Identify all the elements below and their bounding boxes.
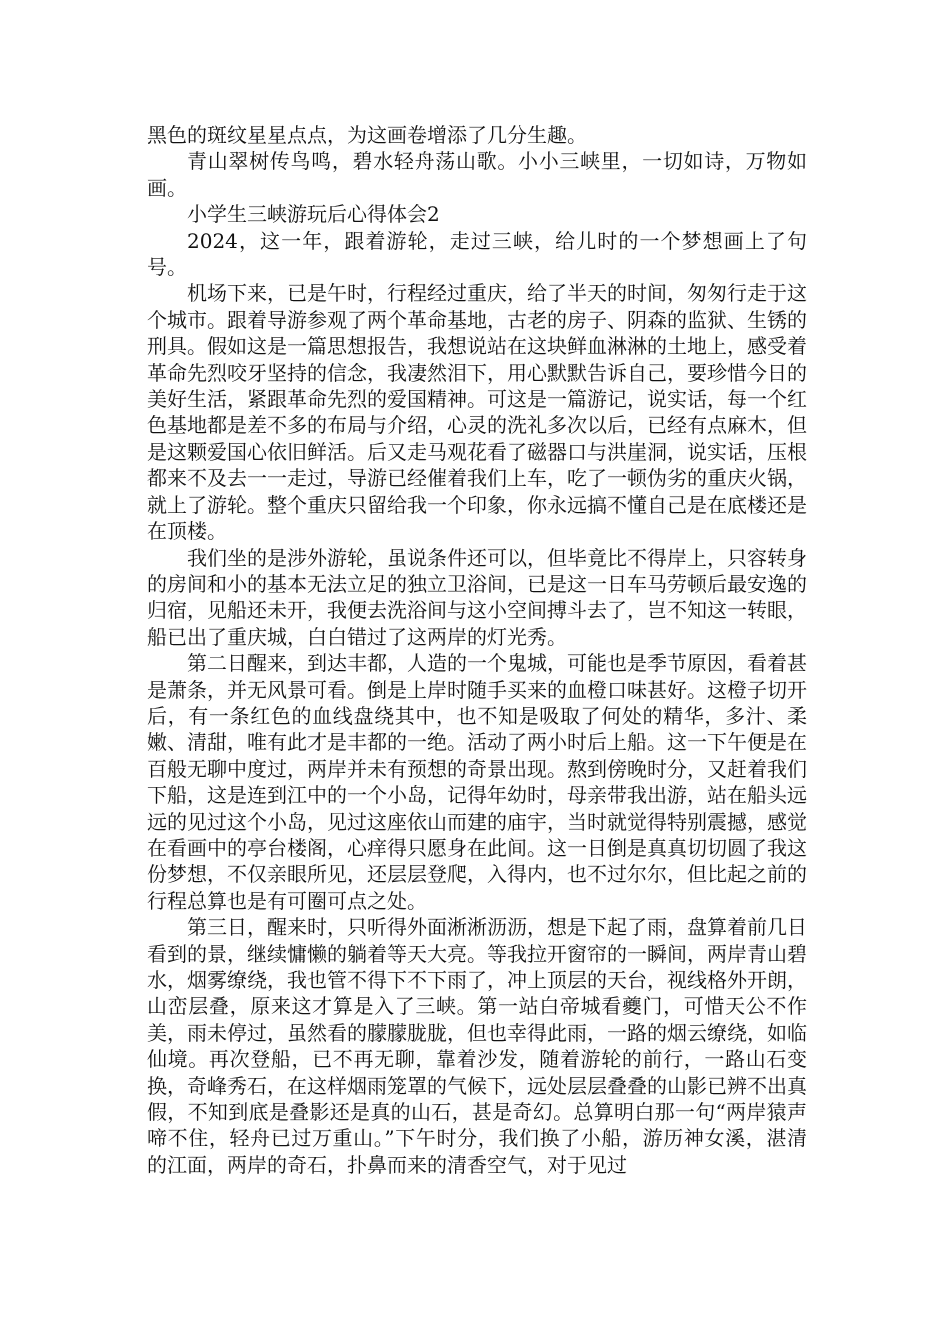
paragraph-6: 第二日醒来，到达丰都，人造的一个鬼城，可能也是季节原因，看着甚是萧条，并无风景可看。倒是上岸时随手买来的血橙口味甚好。这橙子切开后，有一条红色的血线盘绕其中，也不知是吸取了何处的精华，多汁、柔嫩、清甜，唯有此才是丰都的一绝。活动了两小时后上船。这一下午便是在百般无聊中度过，两岸并未有预想的奇景出现。熬到傍晚时分，又赶着我们下船，这是连到江中的一个小岛，记得年幼时，母亲带我出游，站在船头远远的见过这个小岛，见过这座依山而建的庙宇，当时就觉得特别震撼，感觉在看画中的亭台楼阁，心痒得只愿身在此间。这一日倒是真真切切圆了我这份梦想，不仅亲眼所见，还层层登爬，入得内，也不过尔尔，但比起之前的行程总算也是有可圈可点之处。 bbox=[147, 651, 807, 913]
document-body bbox=[147, 122, 807, 1178]
paragraph-3: 2024，这一年，跟着游轮，走过三峡，给儿时的一个梦想画上了句号。 bbox=[147, 228, 807, 280]
paragraph-5: 我们坐的是涉外游轮，虽说条件还可以，但毕竟比不得岸上，只容转身的房间和小的基本无法立足的独立卫浴间，已是这一日车马劳顿后最安逸的归宿，见船还未开，我便去洗浴间与这小空间搏斗去了，岂不知这一转眼，船已出了重庆城，白白错过了这两岸的灯光秀。 bbox=[147, 545, 807, 649]
paragraph-4: 机场下来，已是午时，行程经过重庆，给了半天的时间，匆匆行走于这个城市。跟着导游参观了两个革命基地，古老的房子、阴森的监狱、生锈的刑具。假如这是一篇思想报告，我想说站在这块鲜血淋淋的土地上，感受着革命先烈咬牙坚持的信念，我凄然泪下，用心默默告诉自己，要珍惜今日的美好生活，紧跟革命先烈的爱国精神。可这是一篇游记，说实话，每一个红色基地都是差不多的布局与介绍，心灵的洗礼多次以后，已经有点麻木，但是这颗爱国心依旧鲜活。后又走马观花看了磁器口与洪崖洞，说实话，压根都来不及去一一走过，导游已经催着我们上车，吃了一顿伪劣的重庆火锅，就上了游轮。整个重庆只留给我一个印象，你永远搞不懂自己是在底楼还是在顶楼。 bbox=[147, 281, 807, 544]
paragraph-1: 黑色的斑纹星星点点，为这画卷增添了几分生趣。 bbox=[147, 123, 587, 147]
paragraph-7: 第三日，醒来时，只听得外面淅淅沥沥，想是下起了雨，盘算着前几日看到的景，继续慵懒的躺着等天大亮。等我拉开窗帘的一瞬间，两岸青山碧水，烟雾缭绕，我也管不得下不下雨了，冲上顶层的天台，视线格外开朗，山峦层叠，原来这才算是入了三峡。第一站白帝城看夔门，可惜天公不作美，雨未停过，虽然看的朦朦胧胧，但也幸得此雨，一路的烟云缭绕，如临仙境。再次登船，已不再无聊，靠着沙发，随着游轮的前行，一路山石变换，奇峰秀石，在这样烟雨笼罩的气候下，远处层层叠叠的山影已辨不出真假，不知到底是叠影还是真的山石，甚是奇幻。总算明白那一句“两岸猿声啼不住，轻舟已过万重山。”下午时分，我们换了小船，游历神女溪，湛清的江面，两岸的奇石，扑鼻而来的清香空气，对于见过 bbox=[147, 915, 807, 1177]
section-heading: 小学生三峡游玩后心得体会2 bbox=[187, 202, 440, 227]
paragraph-2: 青山翠树传鸟鸣，碧水轻舟荡山歌。小小三峡里，一切如诗，万物如画。 bbox=[147, 149, 807, 200]
